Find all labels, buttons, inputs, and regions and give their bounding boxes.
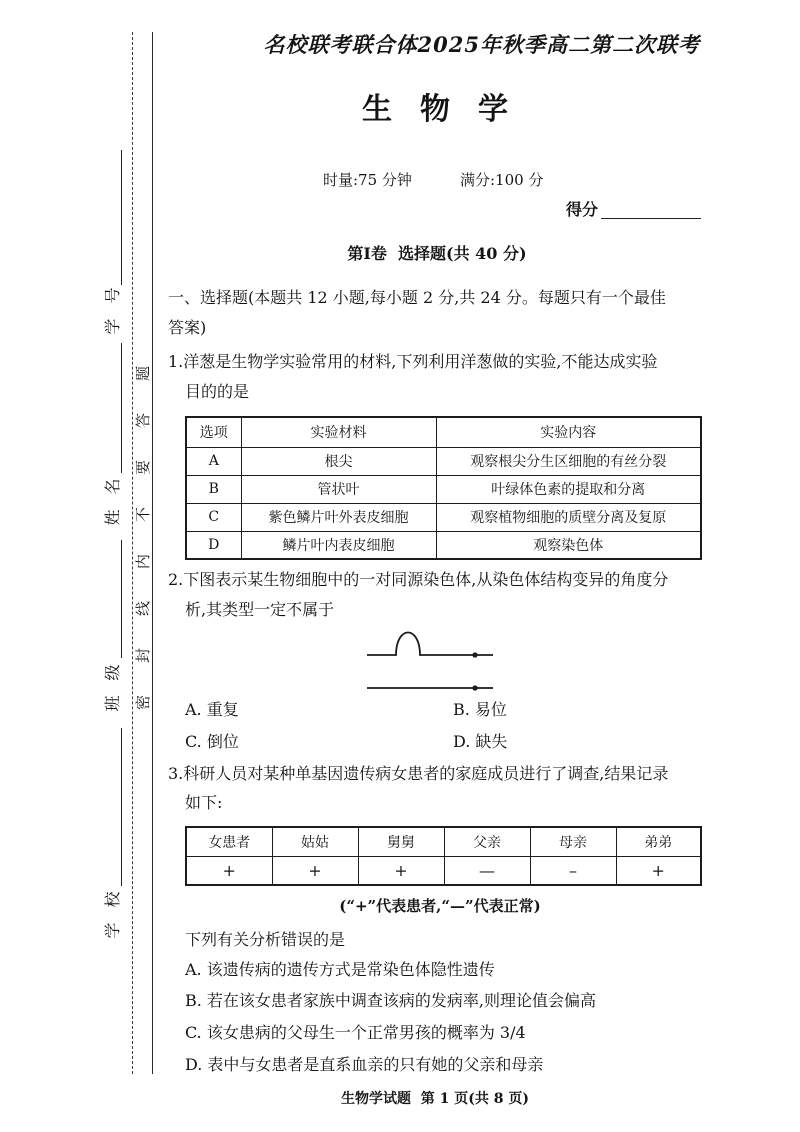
value-patient: +: [186, 856, 272, 885]
header-material: 实验材料: [241, 417, 436, 447]
school-label: 学校: [103, 876, 122, 939]
exam-title: 名校联考联合体2025年秋季高二第二次联考: [263, 32, 700, 57]
cell-material: 鳞片叶内表皮细胞: [241, 531, 436, 559]
cell-option: C: [186, 503, 241, 531]
cell-option: B: [186, 475, 241, 503]
question-3-option-d: D. 表中与女患者是直系血亲的只有她的父亲和母亲: [185, 1055, 544, 1074]
chromosome-diagram: [360, 622, 500, 696]
table-row: [186, 531, 701, 559]
name-label: 姓名: [103, 463, 122, 526]
header-mother: 母亲: [530, 827, 616, 856]
question-2-option-d: D. 缺失: [453, 732, 508, 751]
page-footer: 生物学试题 第 1 页(共 8 页): [341, 1091, 529, 1107]
binding-cut-line: [132, 32, 133, 1074]
section-instructions-line-1: 一、选择题(本题共 12 小题,每小题 2 分,共 24 分。每题只有一个最佳: [168, 288, 666, 307]
table-row: [186, 856, 701, 885]
cell-content: 叶绿体色素的提取和分离: [436, 475, 701, 503]
question-1-stem-line-2: 目的的是: [185, 382, 250, 401]
value-brother: +: [616, 856, 701, 885]
school-blank: [121, 728, 122, 886]
header-patient: 女患者: [186, 827, 272, 856]
centromere-lower: [472, 685, 477, 690]
score-label: 得分: [566, 200, 599, 219]
cell-option: A: [186, 447, 241, 475]
exam-duration: 时量:75 分钟: [323, 171, 412, 189]
binding-seal-line: [152, 32, 153, 1074]
question-2-option-c: C. 倒位: [185, 732, 239, 751]
value-mother: –: [530, 856, 616, 885]
student-id-blank: [121, 150, 122, 285]
full-score: 满分:100 分: [460, 171, 544, 189]
cell-material: 管状叶: [241, 475, 436, 503]
table-header-row: [186, 827, 701, 856]
header-option: 选项: [186, 417, 241, 447]
class-blank: [121, 540, 122, 658]
cell-material: 根尖: [241, 447, 436, 475]
cell-content: 观察植物细胞的质壁分离及复原: [436, 503, 701, 531]
question-3-option-b: B. 若在该女患者家族中调查该病的发病率,则理论值会偏高: [185, 991, 597, 1010]
cell-option: D: [186, 531, 241, 559]
question-3-option-a: A. 该遗传病的遗传方式是常染色体隐性遗传: [185, 960, 495, 979]
question-2-stem-line-1: 2.下图表示某生物细胞中的一对同源染色体,从染色体结构变异的角度分: [168, 570, 669, 589]
subject-title: 生物学: [362, 92, 536, 127]
question-1-stem-line-1: 1.洋葱是生物学实验常用的材料,下列利用洋葱做的实验,不能达成实验: [168, 352, 658, 371]
header-content: 实验内容: [436, 417, 701, 447]
seal-notice: 密封线内不要答题: [134, 333, 152, 711]
cell-content: 观察根尖分生区细胞的有丝分裂: [436, 447, 701, 475]
question-1-table: [185, 416, 702, 560]
centromere-upper: [472, 652, 477, 657]
question-2-option-b: B. 易位: [453, 700, 507, 719]
header-brother: 弟弟: [616, 827, 701, 856]
part-title: 第Ⅰ卷 选择题(共 40 分): [347, 244, 527, 263]
question-3-table: [185, 826, 702, 886]
question-3-option-c: C. 该女患病的父母生一个正常男孩的概率为 3/4: [185, 1023, 526, 1042]
header-uncle: 舅舅: [358, 827, 444, 856]
question-2-option-a: A. 重复: [185, 700, 239, 719]
cell-content: 观察染色体: [436, 531, 701, 559]
table-row: [186, 447, 701, 475]
table-row: [186, 475, 701, 503]
question-3-prompt: 下列有关分析错误的是: [185, 930, 346, 949]
table-row: [186, 503, 701, 531]
header-aunt: 姑姑: [272, 827, 358, 856]
name-blank: [121, 343, 122, 473]
header-father: 父亲: [444, 827, 530, 856]
value-aunt: +: [272, 856, 358, 885]
cell-material: 紫色鳞片叶外表皮细胞: [241, 503, 436, 531]
value-uncle: +: [358, 856, 444, 885]
question-3-legend-note: (“+”代表患者,“—”代表正常): [339, 897, 541, 915]
question-3-stem-line-2: 如下:: [185, 793, 223, 812]
student-id-label: 学号: [103, 272, 122, 335]
question-2-stem-line-2: 析,其类型一定不属于: [185, 600, 335, 619]
question-3-stem-line-1: 3.科研人员对某种单基因遗传病女患者的家庭成员进行了调查,结果记录: [168, 764, 669, 783]
value-father: —: [444, 856, 530, 885]
class-label: 班级: [103, 649, 122, 712]
table-header-row: [186, 417, 701, 447]
section-instructions-line-2: 答案): [168, 318, 207, 337]
chromosome-upper: [367, 633, 493, 656]
score-blank: [601, 218, 701, 219]
